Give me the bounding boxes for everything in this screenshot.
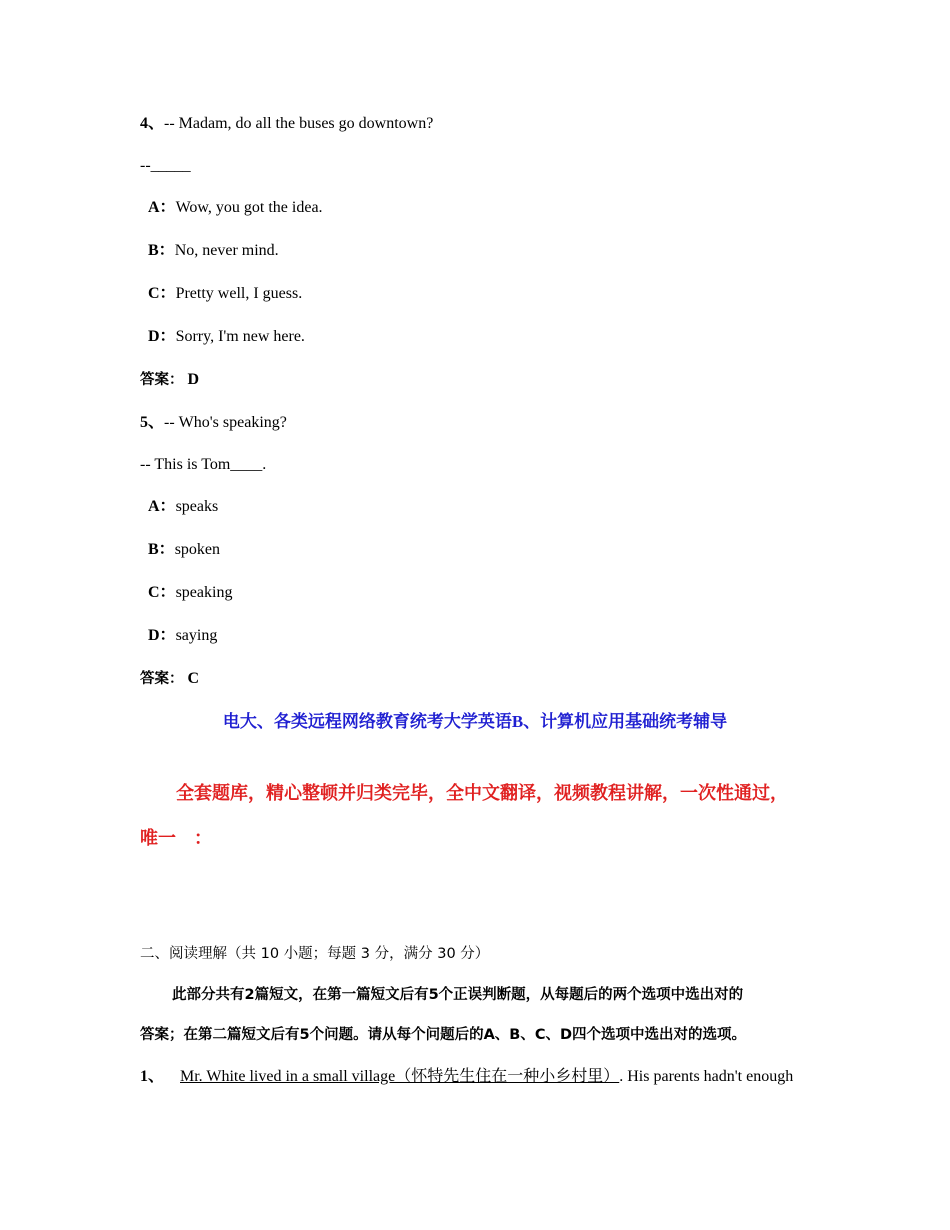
promo-banner-blue: 电大、各类远程网络教育统考大学英语B、计算机应用基础统考辅导 [222, 712, 728, 731]
q4-answer-value: D [187, 371, 200, 388]
q5-option-a-text: speaks [175, 498, 219, 515]
q4-option-a-letter: A： [148, 199, 176, 216]
q4-blank: --_____ [140, 157, 191, 174]
q5-option-b-letter: B： [148, 541, 175, 558]
q5-option-d-text: saying [175, 627, 218, 644]
q5-answer-value: C [187, 670, 200, 687]
q4-number: 4、 [140, 115, 165, 132]
reading-item-1-number: 1、 [140, 1068, 165, 1085]
promo-banner-red-line1: 全套题库，精心整顿并归类完毕，全中文翻译，视频教程讲解，一次性通过， [176, 783, 788, 803]
q4-question-text: -- Madam, do all the buses go downtown? [164, 115, 434, 132]
q5-option-c-text: speaking [175, 584, 233, 601]
q4-option-b-text: No, never mind. [174, 242, 279, 259]
q4-option-b-letter: B： [148, 242, 175, 259]
q4-option-d [148, 327, 305, 347]
section-reading-intro-line2: 答案；在第二篇短文后有5个问题。请从每个问题后的A、B、C、D四个选项中选出对的选项。 [140, 1027, 747, 1043]
q5-answer-label: 答案： [140, 671, 184, 687]
q4-option-c-text: Pretty well, I guess. [175, 285, 303, 302]
q5-option-a-letter: A： [148, 498, 176, 515]
q4-answer [140, 370, 199, 390]
section-reading-title [140, 944, 489, 964]
q5-answer [140, 669, 199, 689]
promo-banner-red-line2: 唯一 ： [140, 828, 212, 848]
q5-option-d [148, 626, 217, 646]
q5-blank: -- This is Tom____. [140, 456, 267, 473]
reading-item-1-underlined: Mr. White lived in a small village（怀特先生住在一种小乡村里） [180, 1068, 620, 1085]
q4-answer-label: 答案： [140, 372, 184, 388]
q4-option-d-letter: D： [148, 328, 176, 345]
reading-item-1 [140, 1067, 793, 1087]
section-reading-title-text: 二、阅读理解（共 10 小题；每题 3 分，满分 30 分） [140, 946, 490, 962]
q5-option-b [148, 540, 220, 560]
reading-item-1-rest: . His parents hadn't enough [619, 1068, 794, 1085]
q5-number: 5、 [140, 414, 165, 431]
q4-option-d-text: Sorry, I'm new here. [175, 328, 305, 345]
q4-option-c-letter: C： [148, 285, 176, 302]
q4-option-a-text: Wow, you got the idea. [175, 199, 323, 216]
q5-option-b-text: spoken [174, 541, 221, 558]
q5-question-line [140, 413, 287, 433]
section-reading-intro-line1: 此部分共有2篇短文，在第一篇短文后有5个正误判断题，从每题后的两个选项中选出对的 [172, 987, 744, 1003]
q4-question-line [140, 114, 433, 134]
q5-option-d-letter: D： [148, 627, 176, 644]
q5-option-c-letter: C： [148, 584, 176, 601]
q5-option-a [148, 497, 218, 517]
q4-option-b [148, 241, 279, 261]
q4-option-a [148, 198, 323, 218]
q4-option-c [148, 284, 302, 304]
q5-question-text: -- Who's speaking? [164, 414, 287, 431]
q5-option-c [148, 583, 232, 603]
